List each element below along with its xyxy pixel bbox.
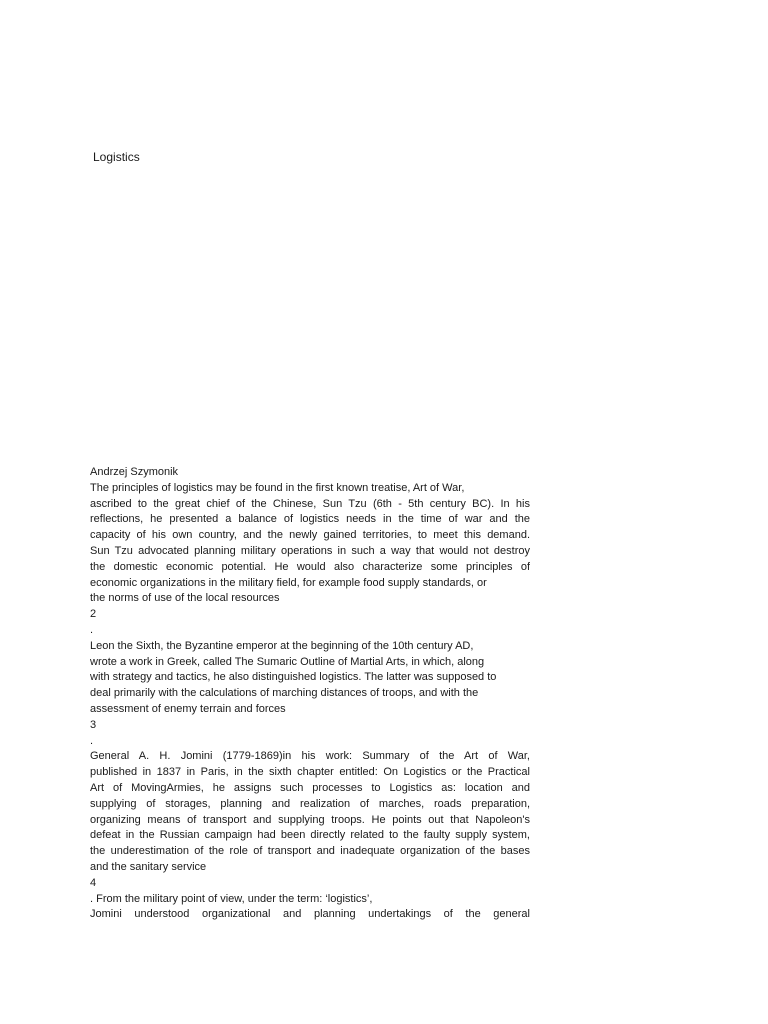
text-line: . [90,623,94,636]
text-line: . [90,734,94,747]
text-line: economic organizations in the military field, for example food supply standards, or [90,576,487,589]
page-title: Logistics [93,150,140,164]
text-line: The principles of logistics may be found in the first known treatise, Art of War, [90,481,465,494]
text-line: with strategy and tactics, he also distinguished logistics. The latter was supposed to [90,671,497,684]
text-line: Art of MovingArmies, he assigns such processes to Logistics as: location and [90,781,530,794]
body-text [90,465,530,923]
text-line: capacity of his own country, and the newly gained territories, to meet this demand. [90,529,530,542]
text-line: General A. H. Jomini (1779-1869)in his work: Summary of the Art of War, [90,750,530,763]
text-line: published in 1837 in Paris, in the sixth chapter entitled: On Logistics or the Practical [90,766,530,779]
text-line: 2 [90,608,97,621]
text-line: wrote a work in Greek, called The Sumaric Outline of Martial Arts, in which, along [90,655,485,668]
text-line: Leon the Sixth, the Byzantine emperor at the beginning of the 10th century AD, [90,639,474,652]
text-line: deal primarily with the calculations of marching distances of troops, and with the [90,687,479,700]
text-line: . From the military point of view, under the term: ‘logistics’, [90,892,373,905]
text-line: Andrzej Szymonik [90,466,179,478]
text-line: organizing means of transport and supplying troops. He points out that Napoleon's [90,813,530,826]
text-line: and the sanitary service [90,860,207,873]
text-line: the domestic economic potential. He would also characterize some principles of [90,560,530,573]
text-line: the underestimation of the role of transport and inadequate organization of the bases [90,845,530,858]
text-line: ascribed to the great chief of the Chinese, Sun Tzu (6th - 5th century BC). In his [90,497,530,510]
text-line: Jomini understood organizational and planning undertakings of the general [90,908,530,921]
text-line: reflections, he presented a balance of logistics needs in the time of war and the [90,513,530,526]
text-line: assessment of enemy terrain and forces [90,702,286,715]
text-line: 4 [90,876,97,889]
text-line: the norms of use of the local resources [90,592,280,605]
text-line: 3 [90,718,97,731]
text-line: Sun Tzu advocated planning military operations in such a way that would not destroy [90,544,530,557]
text-line: defeat in the Russian campaign had been directly related to the faulty supply system, [90,829,530,842]
text-line: supplying of storages, planning and realization of marches, roads preparation, [90,797,530,810]
